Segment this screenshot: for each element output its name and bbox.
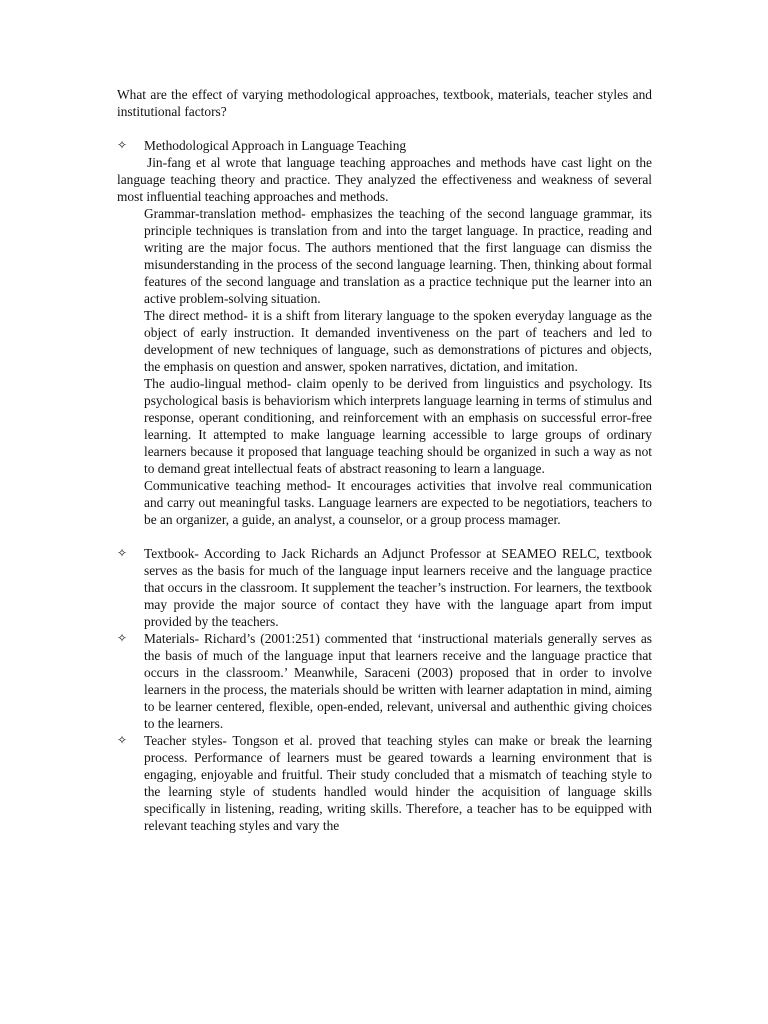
diamond-bullet-icon: ✧ [117,631,128,645]
factor-item-text: Materials- Richard’s (2001:251) commented that ‘instructional materials generally serves as the basis of much of the language input that learners receive and the language practice that occurs in the classroom.’ Meanwhile, Saraceni (2003) proposed that in order to involve learners in the process, the materials should be written with learner adaptation in mind, aiming to be learner centered, flexible, open-ended, relevant, universal and authenthic giving choices to the learners. [144,631,652,731]
diamond-bullet-icon: ✧ [117,733,128,747]
section-heading: Methodological Approach in Language Teaching [144,138,407,153]
document-body [117,86,652,834]
spacer [117,528,652,545]
factor-item-text: Teacher styles- Tongson et al. proved that teaching styles can make or break the learning process. Performance of learners must be geared towards a learning environment that is engaging, enjoyable and fruitful. Their study concluded that a mismatch of teaching style to the learning style of students handled would hinder the acquisition of language skills specifically in listening, reading, writing skills. Therefore, a teacher has to be equipped with relevant teaching styles and vary the [144,733,652,833]
question-text: What are the effect of varying methodological approaches, textbook, materials, teacher styles and institutional factors? [117,87,652,119]
method-item-text: The audio-lingual method- claim openly to be derived from linguistics and psychology. Its psychological basis is behaviorism which interprets language learning in terms of stimulus and response, operant conditioning, and reinforcement with an emphasis on successful error-free learning. It attempted to make language learning accessible to large groups of ordinary learners because it proposed that language teaching should be organized in such a way as not to demand great intellectual feats of abstract reasoning to learn a language. [144,376,652,476]
intro-paragraph: Jin-fang et al wrote that language teaching approaches and methods have cast light on the language teaching theory and practice. They analyzed the effectiveness and weakness of several most influential teaching approaches and methods. [117,155,652,204]
section-heading-row [117,137,652,154]
factor-item-teacher-styles [117,732,652,834]
method-item-direct [117,307,652,375]
method-item-text: Grammar-translation method- emphasizes the teaching of the second language grammar, its principle techniques is translation from and into the target language. In practice, reading and writing are the major focus. The authors mentioned that the first language can dismiss the misunderstanding in the process of the second language learning. Then, thinking about formal features of the second language and translation as a practice technique put the learner into an active problem-solving situation. [144,206,652,306]
factor-item-text: Textbook- According to Jack Richards an Adjunct Professor at SEAMEO RELC, textbook serves as the basis for much of the language input learners receive and the language practice that occurs in the classroom. It supplement the teacher’s instruction. For learners, the textbook may provide the major source of contact they have with the language apart from imput provided by the teachers. [144,546,652,629]
method-item-grammar-translation [117,205,652,307]
method-item-communicative [117,477,652,528]
method-item-text: The direct method- it is a shift from literary language to the spoken everyday language as the object of early instruction. It demanded inventiveness on the part of teachers and led to development of new techniques of language, such as demonstrations of pictures and objects, the emphasis on question and answer, spoken narratives, dictation, and imitation. [144,308,652,374]
diamond-bullet-icon: ✧ [117,138,128,152]
diamond-bullet-icon: ✧ [117,546,128,560]
factor-item-textbook [117,545,652,630]
method-item-text: Communicative teaching method- It encourages activities that involve real communication and carry out meaningful tasks. Language learners are expected to be negotiatiors, teachers to be an organizer, a guide, an analyst, a counselor, or a group process mamager. [144,478,652,527]
factor-item-materials [117,630,652,732]
method-item-audio-lingual [117,375,652,477]
